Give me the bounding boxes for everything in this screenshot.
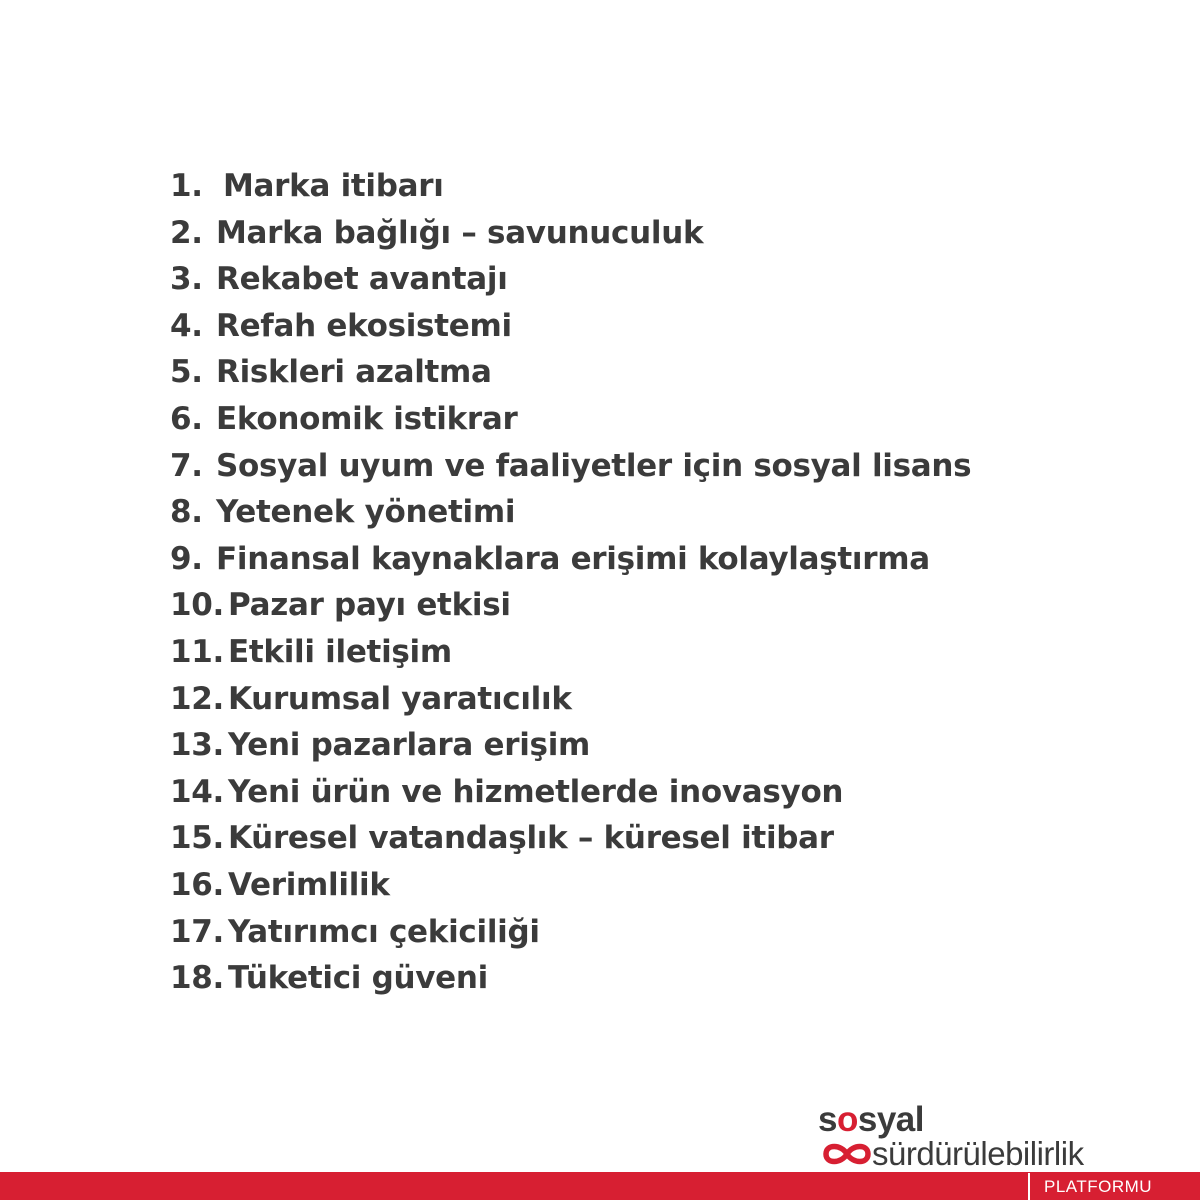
logo-word-sosyal bbox=[818, 1102, 924, 1137]
list-item bbox=[170, 163, 971, 210]
list-item-text: Refah ekosistemi bbox=[216, 307, 512, 344]
list-item-number: 8. bbox=[170, 494, 203, 531]
list-item bbox=[170, 629, 971, 676]
logo-letters: syal bbox=[857, 1100, 924, 1139]
list-item-text: Finansal kaynaklara erişimi kolaylaştırma bbox=[216, 540, 930, 577]
list-item-number: 4. bbox=[170, 307, 203, 344]
list-item-text: Tüketici güveni bbox=[228, 960, 488, 997]
list-item bbox=[170, 210, 971, 257]
list-item-number: 13. bbox=[170, 727, 225, 764]
list-item-number: 15. bbox=[170, 820, 225, 857]
list-item-text: Riskleri azaltma bbox=[216, 354, 492, 391]
list-item-text: Yeni pazarlara erişim bbox=[228, 727, 591, 764]
list-item-number: 6. bbox=[170, 400, 203, 437]
list-item-text: Yeni ürün ve hizmetlerde inovasyon bbox=[228, 773, 844, 810]
benefits-list bbox=[170, 163, 971, 1002]
list-item-text: Etkili iletişim bbox=[228, 633, 452, 670]
list-item-number: 5. bbox=[170, 354, 203, 391]
list-item bbox=[170, 582, 971, 629]
list-item-number: 18. bbox=[170, 960, 225, 997]
list-item bbox=[170, 722, 971, 769]
list-item-number: 12. bbox=[170, 680, 225, 717]
list-item-text: Kurumsal yaratıcılık bbox=[228, 680, 572, 717]
logo-platform-label: PLATFORMU bbox=[1028, 1173, 1200, 1200]
list-item bbox=[170, 815, 971, 862]
list-item bbox=[170, 862, 971, 909]
list-item-number: 2. bbox=[170, 214, 203, 251]
list-item-number: 10. bbox=[170, 587, 225, 624]
list-item-text: Rekabet avantajı bbox=[216, 261, 508, 298]
list-item bbox=[170, 396, 971, 443]
list-item-text: Yatırımcı çekiciliği bbox=[228, 913, 540, 950]
list-item-number: 11. bbox=[170, 633, 225, 670]
list-item-number: 9. bbox=[170, 540, 203, 577]
list-item bbox=[170, 256, 971, 303]
list-item-text: Küresel vatandaşlık – küresel itibar bbox=[228, 820, 834, 857]
list-item bbox=[170, 443, 971, 490]
list-item-text: Pazar payı etkisi bbox=[228, 587, 511, 624]
list-item bbox=[170, 303, 971, 350]
list-item bbox=[170, 349, 971, 396]
list-item bbox=[170, 489, 971, 536]
infinity-icon bbox=[822, 1140, 872, 1168]
list-item bbox=[170, 676, 971, 723]
list-item-number: 16. bbox=[170, 866, 225, 903]
list-item-text: Marka bağlığı – savunuculuk bbox=[216, 214, 704, 251]
list-item-number: 1. bbox=[170, 168, 203, 204]
footer-bar bbox=[0, 1172, 1200, 1200]
list-item-text: Sosyal uyum ve faaliyetler için sosyal lisans bbox=[216, 447, 972, 484]
list-item bbox=[170, 909, 971, 956]
logo-accent-letter: o bbox=[836, 1100, 858, 1139]
list-item bbox=[170, 536, 971, 583]
logo-letter: s bbox=[818, 1100, 837, 1139]
list-item-number: 7. bbox=[170, 447, 203, 484]
list-item-text: Ekonomik istikrar bbox=[216, 400, 518, 437]
list-item-number: 3. bbox=[170, 261, 203, 298]
list-item-number: 17. bbox=[170, 913, 225, 950]
list-item bbox=[170, 955, 971, 1002]
list-item bbox=[170, 769, 971, 816]
list-item-text: Marka itibarı bbox=[223, 168, 444, 204]
list-item-text: Verimlilik bbox=[228, 866, 390, 903]
list-item-number: 14. bbox=[170, 773, 225, 810]
logo-word-surdurulebilirlik: sürdürülebilirlik bbox=[872, 1135, 1084, 1172]
list-item-text: Yetenek yönetimi bbox=[216, 494, 516, 531]
